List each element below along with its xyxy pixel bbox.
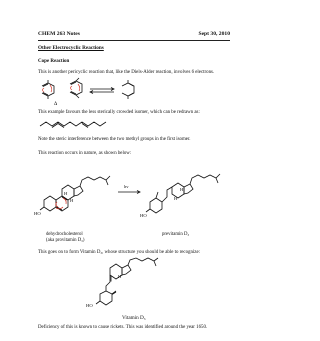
reactant-name-line1: dehydrocholesterol xyxy=(46,232,83,237)
isomer-paragraph: This example favours the less sterically crowded isomer, which can be redrawn as: xyxy=(38,110,200,115)
h-label-3: H xyxy=(174,196,178,201)
side-chain-left xyxy=(80,176,110,186)
cope-reaction-scheme xyxy=(36,80,196,106)
h-label-1: H xyxy=(64,191,68,196)
reactant-name-line2: (aka provitamin D₃) xyxy=(46,238,85,243)
section-title: Other Electrocyclic Reactions xyxy=(38,45,104,51)
nature-paragraph: This reaction occurs in nature, as shown below: xyxy=(38,151,132,156)
vd3-ho-label: HO xyxy=(86,303,93,308)
vitamin-d3-structure xyxy=(86,258,176,314)
vd3-side-chain xyxy=(128,258,158,265)
header-rule xyxy=(38,40,230,41)
vd3-h-label: H xyxy=(118,274,122,279)
product-name: previtamin D₃ xyxy=(162,232,190,237)
deficiency-paragraph: Deficiency of this is known to cause rickets. This was identified around the year 1650. xyxy=(38,325,208,330)
intro-paragraph: This is another pericyclic reaction that, like the Diels-Alder reaction, involves 6 electrons. xyxy=(38,70,215,75)
date-header: Sept 30, 2010 xyxy=(198,31,230,37)
reactant-diene xyxy=(42,83,54,96)
hv-label: hv xyxy=(124,184,129,189)
ho-left: HO xyxy=(34,211,41,216)
ring-d-left xyxy=(74,186,83,196)
electron-arrow-2 xyxy=(50,85,52,92)
redrawn-isomer-chain xyxy=(38,119,118,129)
electron-arrow-1 xyxy=(43,88,45,92)
ho-right: HO xyxy=(140,213,147,218)
course-header: CHEM 263 Notes xyxy=(38,31,80,37)
h-label-2: H xyxy=(70,198,74,203)
ring-d-right xyxy=(184,184,193,194)
opened-ring-b xyxy=(162,187,172,202)
ring-a-right xyxy=(150,198,162,213)
h-label-4: H xyxy=(180,187,184,192)
ring-a-left xyxy=(44,196,56,211)
subsection-title: Cope Reaction xyxy=(38,59,70,64)
vd3-ring-d xyxy=(122,265,131,275)
steric-paragraph: Note the steric interference between the two methyl groups in the first isomer. xyxy=(38,137,191,142)
vitamin-paragraph: This goes on to form Vitamin D₃, whose structure you should be able to recognize: xyxy=(38,250,200,255)
reactant-diene-2 xyxy=(70,81,82,95)
vitamin-d3-label: Vitamin D₃ xyxy=(122,315,146,321)
vd3-ring-a xyxy=(100,291,112,305)
steroid-reaction-scheme xyxy=(34,160,238,230)
vd3-triene xyxy=(106,275,110,291)
electron-arrow-4 xyxy=(78,84,80,91)
delta-label: Δ xyxy=(54,102,58,107)
side-chain-right xyxy=(190,174,220,184)
electron-arrow-3 xyxy=(71,86,73,90)
